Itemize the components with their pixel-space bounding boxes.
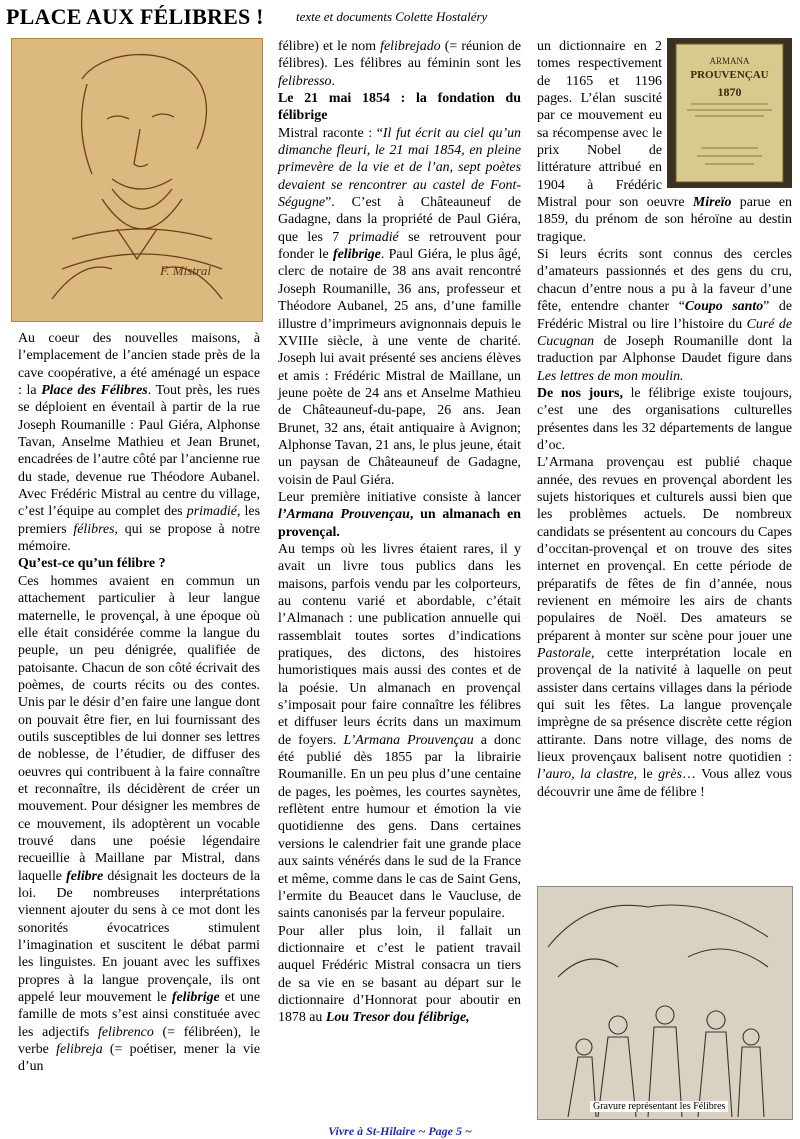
engraving-caption: Gravure représentant les Félibres <box>590 1101 728 1112</box>
felibres-engraving-image <box>537 886 793 1120</box>
initiative-paragraph: Leur première initiative consiste à lancer l’Armana Prouvençau, un almanach en provençal. <box>278 489 521 540</box>
engraving-sketch <box>538 887 792 1119</box>
book-year: 1870 <box>717 85 742 99</box>
book-title-line1: ARMANA <box>709 56 750 66</box>
ecrits-paragraph: Si leurs écrits sont connus des cercles d’amateurs passionnés et des gens du cru, chacun d’entre nous a pu à la faveur d’une fête, entendre chanter “Coupo santo” de Frédéric Mistral ou lire l’histoire du Curé de Cucugnan de Joseph Roumanille dont la traduction par Alphonse Daudet figure dans Les lettres de mon moulin. <box>537 247 793 384</box>
book-float-spacer <box>662 38 792 190</box>
page-title: PLACE AUX FÉLIBRES ! <box>6 4 264 29</box>
nobel-paragraph: un dictionnaire en 2 tomes respectivement de 1165 et 1196 pages. L’élan suscité par ce mouvement eu sa récompense avec le prix Nobel de littérature attribué en 1904 à Frédéric Mistral pour son oeuvre Mireïo parue en 1859, du prénom de son héroïne au destin tragique. <box>537 39 792 245</box>
nos-jours-paragraph: De nos jours, le félibrige existe toujours, c’est une des organisations culturelles présentes dans les 32 départements de langue d’oc. <box>537 385 792 453</box>
column-3 <box>537 38 792 801</box>
fondation-paragraph: Mistral raconte : “Il fut écrit au ciel qu’un dimanche fleuri, le 21 mai 1854, en pleine primevère de la vie et de l’an, sept poètes devaient se rencontrer au castel de Font-Ségugne”. C’est à Châteauneuf de Gadagne, dans la propriété de Paul Giéra, que les 7 primadié se retrouvent pour fonder le felibrige. Paul Giéra, le plus âgé, clerc de notaire de 38 ans avait rencontré Joseph Roumanille, 36 ans, professeur et Théodore Aubanel, 25 ans, d’une famille illustre d’imprimeurs avignonnais depuis le XVIIIe siècle, à une vente de charité. Joseph lui avait présenté ses anciens élèves et amis : Frédéric Mistral de Maillane, un jeune poète de 24 ans et Anselme Mathieu de Châteauneuf-du-pape, 26 ans. Jean Brunet, 32 ans, était antiquaire à Avignon; Alphonse Tavan, 21 ans, le plus jeune, était un paysan de Châteauneuf de Gadagne, voisin de Paul Giéra. <box>278 125 521 488</box>
section-heading-felibre: Qu’est-ce qu’un félibre ? <box>18 556 166 572</box>
intro-paragraph: Au coeur des nouvelles maisons, à l’emplacement de l’ancien stade près de la cave coopérative, a été aménagé un espace : la Place des Félibres. Tout près, les rues se déploient en éventail à partir de la rue Joseph Roumanille : Paul Giéra, Alphonse Tavan, Anselme Mathieu et Jean Brunet, encadrées de l’autre côté par l’ancienne rue du stade, devenue rue Théodore Aubanel. Avec Frédéric Mistral au centre du village, c’est l’équipe au complet des primadié, les premiers félibres, qui se propose à notre mémoire. <box>18 331 260 555</box>
portrait-signature: F. Mistral <box>160 263 212 278</box>
section-heading-fondation: Le 21 mai 1854 : la fondation du félibrige <box>278 91 521 124</box>
armana-today-paragraph: L’Armana provençau est publié chaque année, des revues en provençal abordent les sujets historiques et culturels aussi bien que les problèmes actuels. De nombreux candidats se présentent au concours du Capes d’occitan-provençal et on trouve des sites internet en provençal. En cette période de préparatifs de fêtes de fin d’année, nous revienent en mémoire les airs de chants populaires de Noël. Des amateurs se préparent à monter sur scène pour jouer une Pastorale, cette interprétation locale en provençal de la nativité à laquelle on peut assister dans certains villages dans la période qui suit les fêtes. La langue provençale imprègne de sa présence discrète cette région attirante. Dans notre village, des noms de lieux provençaux balisent notre quotidien : l’auro, la clastre, le grès… Vous allez vous découvrir une âme de félibre ! <box>537 455 792 800</box>
page-footer: Vivre à St-Hilaire ~ Page 5 ~ <box>328 1124 472 1138</box>
felibre-paragraph-cont: félibre) et le nom felibrejado (= réunion de félibres). Les félibres au féminin sont les felibresso. <box>278 39 521 89</box>
felibre-paragraph: Ces hommes avaient en commun un attachement particulier à leur langue maternelle, le provençal, à une époque où elle était considérée comme la langue du peuple, un peu dénigrée, qualifiée de patoisante. Chacun de son côté écrivait des poèmes, de courts récits ou des contes. Unis par le désir d’en faire une langue dont on pouvait être fier, en lui fournissant des outils susceptibles de lui donner ses lettres de noblesse, de l’étudier, de diffuser des oeuvres qui contribuent à la faire connaître et reconnaître, ils décidèrent de créer un mouvement. Pour désigner les membres de ce mouvement, ils adoptèrent un vocable trouvé dans une poésie légendaire recueillie à Maillane par Mistral, dans laquelle felibre désignait les docteurs de la loi. De nombreuses interprétations viennent ajouter du sens à ce mot dont les sonorités évocatrices stimulent l’imagination et suscitent le débat parmi les linguistes. En jouant avec les suffixes propres à la langue provençale, ils ont appelé leur mouvement le felibrige et une famille de mots s’est ainsi constituée avec les adjectifs felibrenco (= félibréen), le verbe felibreja (= poétiser, mener la vie d’un <box>18 573 260 1075</box>
portrait-sketch <box>12 39 262 321</box>
author-byline: texte et documents Colette Hostaléry <box>296 9 488 24</box>
mistral-portrait-image <box>11 38 263 322</box>
dictionnaire-paragraph: Pour aller plus loin, il fallait un dictionnaire et c’est le patient travail auquel Frédéric Mistral consacra un tiers de sa vie en se basant au départ sur le dictionnaire d’Honnorat pour aboutir en 1878 au Lou Tresor dou félibrige, <box>278 923 521 1026</box>
column-2 <box>278 38 521 1027</box>
almanach-paragraph: Au temps où les livres étaient rares, il y avait un livre tous publics dans les maisons, parfois vendu par les colporteurs, au contenu varié et abordable, c’était l’Almanach : une publication annuelle qui rassemblait toutes sortes d’indications pratiques, des dictons, des histoires humoristiques mais aussi des contes et de la poésie. Un almanach en provençal s’imposait pour faire connaître les félibres et diffuser leurs écrits dans un maximum de foyers. L’Armana Prouvençau a donc été publié dès 1855 par la librairie Roumanille. En un peu plus d’une centaine de pages, les poèmes, les courtes saynètes, reflètent entre humour et émotion la vie quotidienne des gens. Dans certaines versions le calendrier fait une grande place aux saints vénérés dans le sud de la France et même, comme dans le cas de Saint Gens, l’ermite du Beaucet dans le Vaucluse, de saints canonisés par la ferveur populaire. <box>278 541 522 922</box>
book-title-line2: PROUVENÇAU <box>690 69 769 81</box>
column-1 <box>18 330 260 1076</box>
